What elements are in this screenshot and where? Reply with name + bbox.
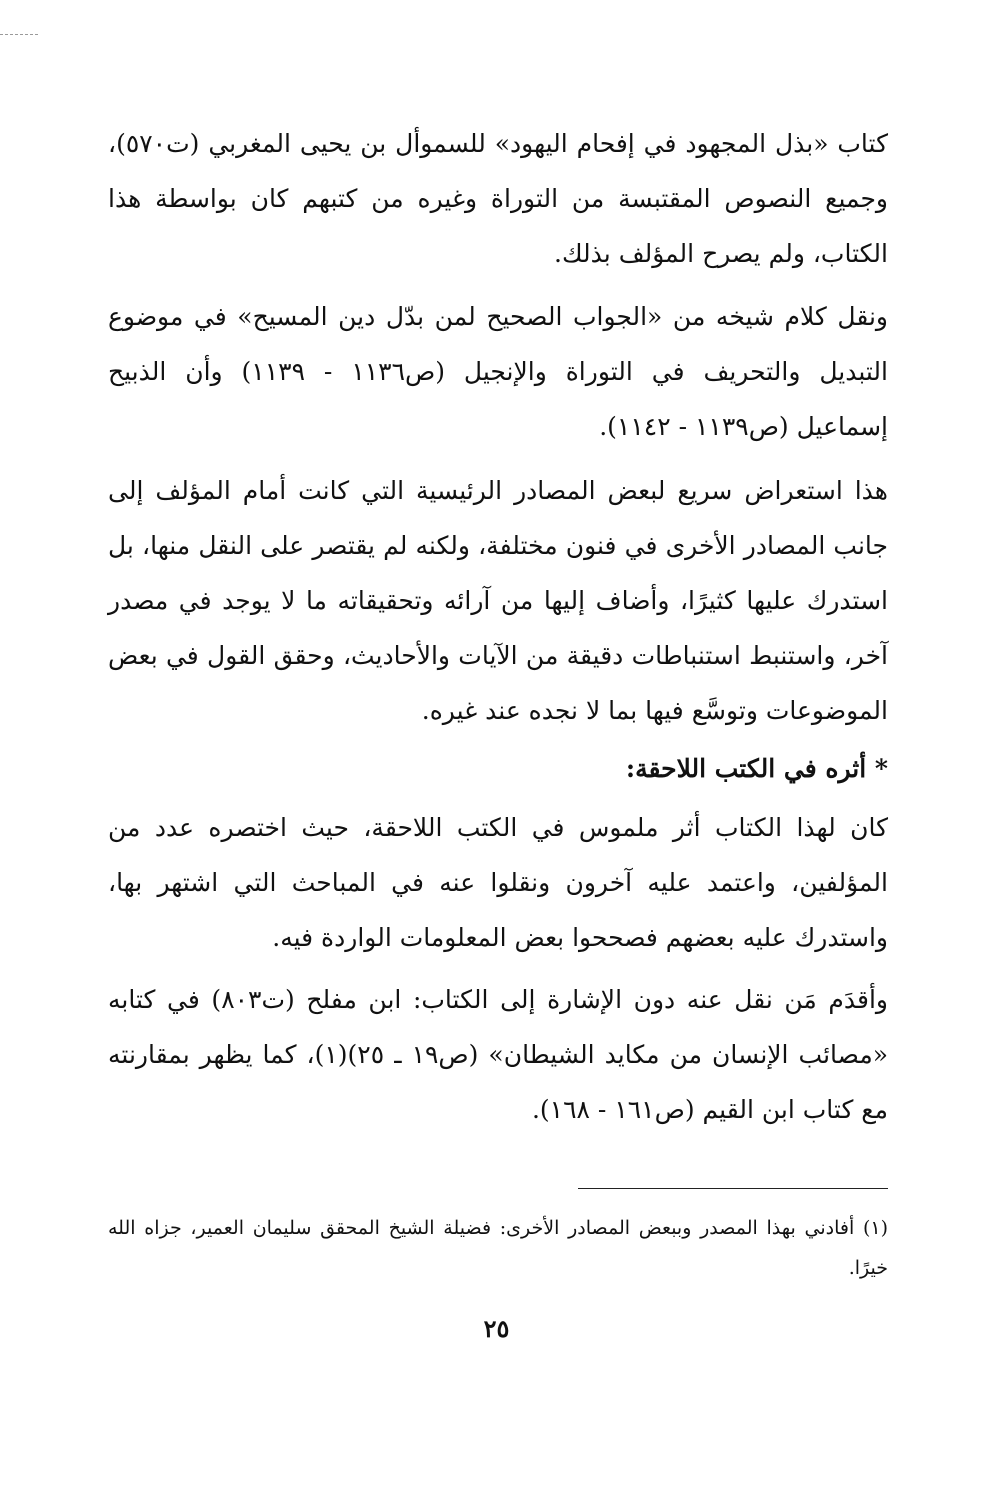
paragraph-sources-overview: هذا استعراض سريع لبعض المصادر الرئيسية التي كانت أمام المؤلف إلى جانب المصادر الأخرى في فنون مختلفة، ولكنه لم يقتصر على النقل منها، بل استدرك عليها كثيرًا، وأضاف إليها من آرائه وتحقيقاته ما لا يوجد في مصدر آخر، واستنبط استنباطات دقيقة من الآيات والأحاديث، وحقق القول في بعض الموضوعات وتوسَّع فيها بما لا نجده عند غيره.: [108, 476, 888, 725]
page-number: ٢٥: [483, 1314, 510, 1343]
paragraph-sheikh-quote: ونقل كلام شيخه من «الجواب الصحيح لمن بدّل دين المسيح» في موضوع التبديل والتحريف في التوراة والإنجيل (ص١١٣٦ - ١١٣٩) وأن الذبيح إسماعيل (ص١١٣٩ - ١١٤٢).: [108, 302, 888, 441]
footnote-divider: [578, 1188, 888, 1189]
section-heading: * أثره في الكتب اللاحقة:: [625, 754, 888, 783]
paragraph-later-influence: كان لهذا الكتاب أثر ملموس في الكتب اللاحقة، حيث اختصره عدد من المؤلفين، واعتمد عليه آخرون ونقلوا عنه في المباحث التي اشتهر بها، واستدرك عليه بعضهم فصححوا بعض المعلومات الواردة فيه.: [108, 813, 888, 952]
paragraph-sources-samawal: كتاب «بذل المجهود في إفحام اليهود» للسموأل بن يحيى المغربي (ت٥٧٠)، وجميع النصوص المقتبسة من التوراة وغيره من كتبهم كان بواسطة هذا الكتاب، ولم يصرح المؤلف بذلك.: [108, 129, 888, 268]
footnote: (١) أفادني بهذا المصدر وببعض المصادر الأخرى: فضيلة الشيخ المحقق سليمان العمير، جزاه الله خيرًا.: [108, 1217, 888, 1279]
paragraph-ibn-muflih: وأقدَم مَن نقل عنه دون الإشارة إلى الكتاب: ابن مفلح (ت٨٠٣) في كتابه «مصائب الإنسان من مكايد الشيطان» (ص١٩ ـ ٢٥)(١)، كما يظهر بمقارنته مع كتاب ابن القيم (ص١٦١ - ١٦٨).: [108, 985, 889, 1124]
scan-corner-mark: [0, 34, 38, 35]
